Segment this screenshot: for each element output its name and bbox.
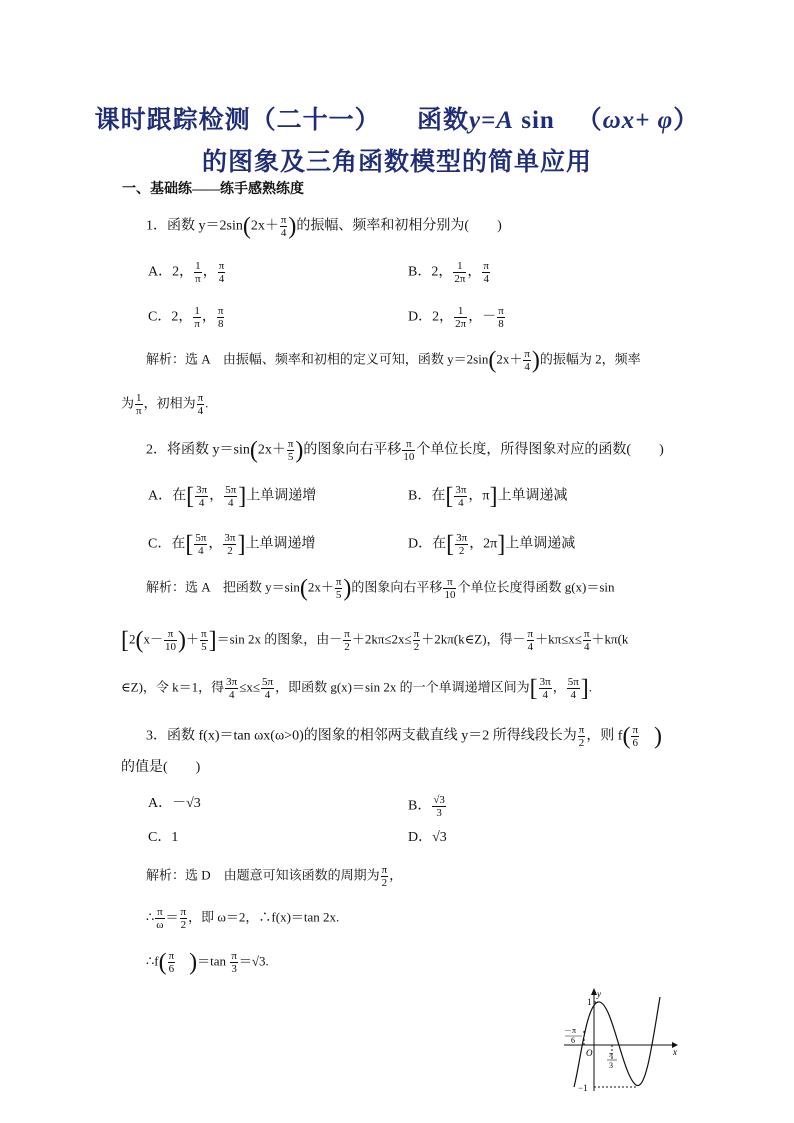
title-segment: ）: [673, 107, 700, 134]
tick-label-neg-one: −1: [578, 1083, 588, 1093]
question-3-answer-line2: ∴ $\frac{\pi}{\omega}$ ＝ $\frac{\pi}{2}$ ，即 ω＝2，∴f(x)＝tan 2x.: [146, 906, 340, 931]
question-1-option-a[interactable]: A．2， $\frac{1}{\pi}$ ， $\frac{\pi}{4}$: [148, 260, 225, 285]
question-3-answer-line1: 解析：选 D 由题意可知该函数的周期为 $\frac{\pi}{2}$ ，: [146, 864, 403, 889]
question-3-answer-line3: ∴f( $\frac{\pi}{6}$ )＝tan $\frac{\pi}{3}$ ＝√3.: [146, 949, 269, 976]
tick-label-neg-pi6-den: 6: [571, 1036, 575, 1045]
tick-label-neg-pi6-num: －π: [564, 1026, 577, 1035]
title-segment: 课时跟踪检测（二十一）: [94, 107, 381, 134]
question-3-option-a[interactable]: A．－√3: [148, 796, 201, 811]
title-segment: 函数: [416, 107, 469, 134]
tick-label-pi3-den: 3: [609, 1061, 613, 1070]
question-3-stem-cont: 的值是( ): [121, 760, 201, 775]
y-axis-label: y: [597, 989, 601, 999]
origin-label: O: [586, 1048, 593, 1058]
title-segment: y=A: [468, 107, 514, 134]
question-3-stem: 3．函数 f(x)＝tan ωx(ω>0)的图象的相邻两支截直线 y＝2 所得线段长为 $\frac{\pi}{2}$ ，则 f( $\frac{\pi}{6}$ ): [146, 723, 663, 750]
question-1-option-d[interactable]: D．2， $\frac{1}{2\pi}$ ，－ $\frac{\pi}{8}$: [408, 305, 504, 330]
question-2-answer-line3: ∈Z)，令 k＝1，得 $\frac{3\pi}{4}$ ≤x≤ $\frac{5\pi}{4}$ ，即函数 g(x)＝sin 2x 的一个单调递增区间为[ $\frac{3\pi}{4}$ ， $\frac{5\pi}{4}$ ].: [121, 675, 593, 702]
title-segment: ωx+ φ: [602, 107, 674, 134]
question-1-option-b[interactable]: B．2， $\frac{1}{2\pi}$ ， $\frac{\pi}{4}$: [408, 260, 489, 285]
question-2-option-a[interactable]: A．在[ $\frac{3\pi}{4}$ ， $\frac{5\pi}{4}$ ]上单调递增: [148, 483, 317, 510]
x-axis-label: x: [673, 1047, 677, 1057]
question-3-option-c[interactable]: C．1: [148, 830, 179, 845]
tick-label-pi3-num: π: [609, 1050, 614, 1059]
question-2-answer-line1: 解析：选 A 把函数 y＝sin(2x＋ $\frac{\pi}{5}$ )的图象向右平移 $\frac{\pi}{10}$ 个单位长度得函数 g(x)＝sin: [146, 575, 615, 602]
question-2-option-b[interactable]: B．在[ $\frac{3\pi}{4}$ ，π]上单调递减: [408, 483, 568, 510]
title-segment: sin: [521, 107, 555, 134]
question-3-option-b[interactable]: B． $\frac{√3}{3}$: [408, 794, 445, 819]
question-1-answer-line2: 为 $\frac{1}{\pi}$ ，初相为 $\frac{\pi}{4}$ .: [121, 392, 209, 417]
page-title-line1: [0, 100, 794, 136]
page-title-line2: 的图象及三角函数模型的简单应用: [201, 149, 592, 176]
question-2-option-d[interactable]: D．在[ $\frac{3\pi}{2}$ ，2π]上单调递减: [408, 531, 576, 558]
sine-curve: [574, 997, 660, 1087]
sine-graph-figure: [560, 985, 682, 1097]
title-segment: （: [576, 107, 603, 134]
tick-label-one: 1: [587, 997, 592, 1007]
section-heading: 一、基础练——练手感熟练度: [122, 182, 304, 197]
question-3-option-d[interactable]: D．√3: [408, 830, 447, 845]
question-1-option-c[interactable]: C．2， $\frac{1}{\pi}$ ， $\frac{\pi}{8}$: [148, 305, 224, 330]
question-2-stem: 2．将函数 y＝sin(2x＋ $\frac{\pi}{5}$ )的图象向右平移 $\frac{\pi}{10}$ 个单位长度，所得图象对应的函数( ): [146, 437, 664, 464]
question-1-answer-line1: 解析：选 A 由振幅、频率和初相的定义可知，函数 y＝2sin(2x＋ $\frac{\pi}{4}$ )的振幅为 2，频率: [146, 347, 641, 374]
question-1-stem: 1．函数 y＝2sin(2x＋ $\frac{\pi}{4}$ )的振幅、频率和初相分别为( ): [146, 213, 502, 240]
question-2-answer-line2: [2(x－ $\frac{\pi}{10}$ )＋ $\frac{\pi}{5}$ ]＝sin 2x 的图象，由－ $\frac{\pi}{2}$ ＋2kπ≤2x≤ $\frac{\pi}{2}$ ＋2kπ(k∈Z)，得－ $\frac{\pi}{4}$ ＋kπ≤x≤ $\frac{\pi}{4}$ ＋kπ(k: [121, 627, 629, 654]
question-2-option-c[interactable]: C．在[ $\frac{5\pi}{4}$ ， $\frac{3\pi}{2}$ ]上单调递增: [148, 531, 316, 558]
